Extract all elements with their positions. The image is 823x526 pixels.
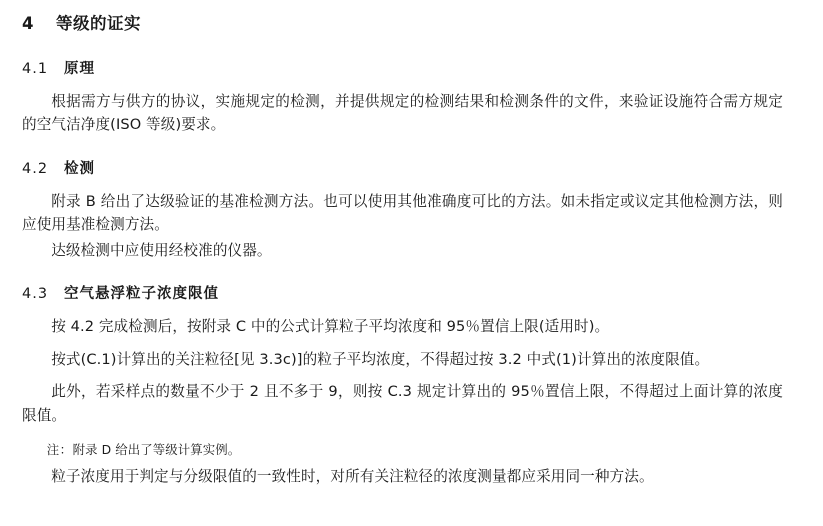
note-label: 注：	[46, 441, 73, 457]
section-title-text: 等级的证实	[56, 14, 141, 33]
subsection-title: 原理	[64, 60, 95, 77]
subsection-heading-4-2	[22, 159, 783, 181]
paragraph: 此外，若采样点的数量不少于 2 且不多于 9，则按 C.3 规定计算出的 95％置信上限，不得超过上面计算的浓度限值。	[22, 383, 783, 425]
subsection-number: 4.3	[22, 286, 49, 303]
paragraph: 根据需方与供方的协议，实施规定的检测，并提供规定的检测结果和检测条件的文件，来验证设施符合需方规定的空气洁净度(ISO 等级)要求。	[22, 92, 783, 134]
subsection-heading-4-1	[22, 59, 783, 81]
closing-paragraph: 粒子浓度用于判定与分级限值的一致性时，对所有关注粒径的浓度测量都应采用同一种方法。	[51, 467, 654, 485]
subsection-number: 4.1	[22, 60, 49, 77]
note-block	[22, 440, 783, 459]
section-heading	[22, 12, 783, 37]
note-text: 附录 D 给出了等级计算实例。	[72, 441, 241, 457]
paragraph: 按 4.2 完成检测后，按附录 C 中的公式计算粒子平均浓度和 95％置信上限(适用时)。	[51, 318, 610, 336]
section-number: 4	[22, 14, 34, 33]
paragraph: 按式(C.1)计算出的关注粒径[见 3.3c)]的粒子平均浓度，不得超过按 3.2 中式(1)计算出的浓度限值。	[51, 350, 710, 368]
subsection-title: 空气悬浮粒子浓度限值	[64, 286, 219, 303]
subsection-heading-4-3	[22, 284, 783, 306]
paragraph: 达级检测中应使用经校准的仪器。	[51, 241, 272, 259]
subsection-title: 检测	[64, 160, 95, 177]
subsection-number: 4.2	[22, 160, 49, 177]
paragraph: 附录 B 给出了达级验证的基准检测方法。也可以使用其他准确度可比的方法。如未指定或议定其他检测方法，则应使用基准检测方法。	[22, 192, 783, 234]
